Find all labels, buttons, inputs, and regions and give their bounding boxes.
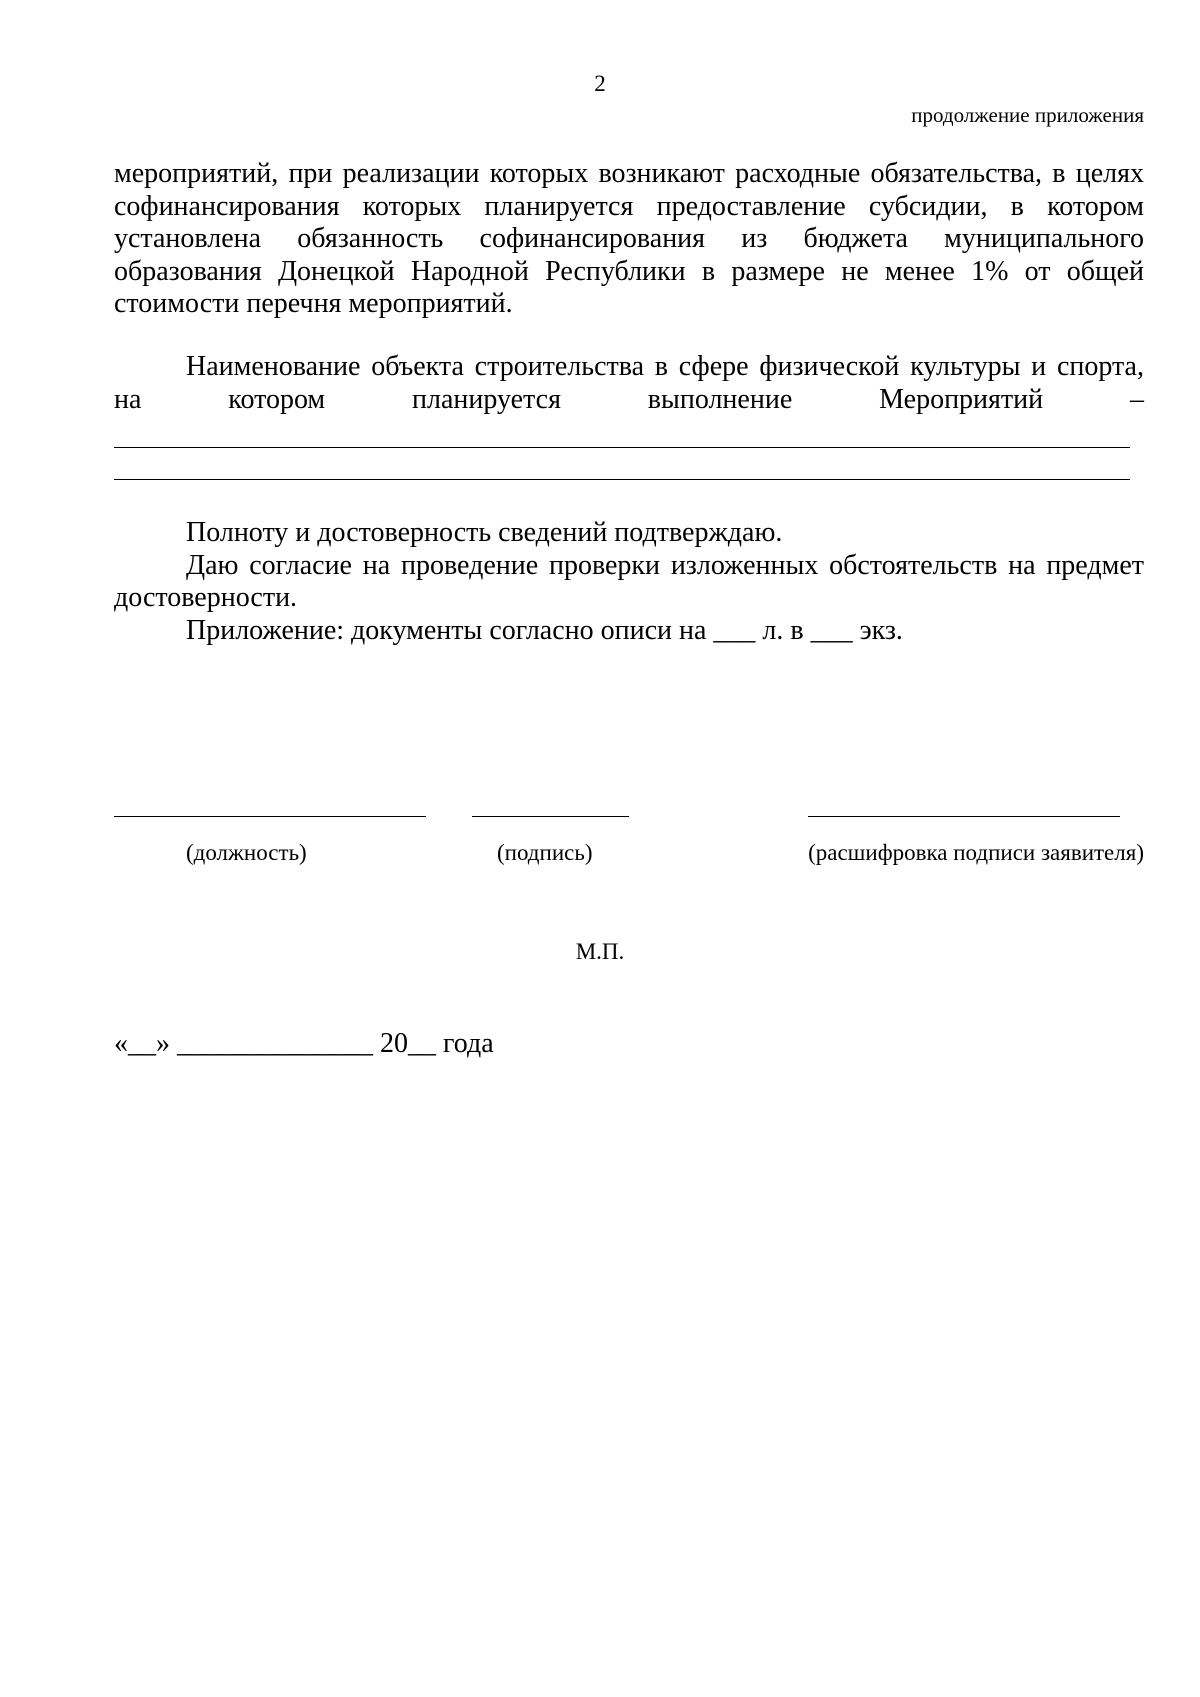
date-line: «__» ______________ 20__ года [114,1028,494,1059]
position-caption: (должность) [186,840,307,865]
page-number: 2 [594,71,606,96]
fill-in-line [114,479,1130,480]
declaration-block [114,517,1144,647]
confirmation-text: Полноту и достоверность сведений подтверждаю. [186,517,783,548]
fill-in-line [114,447,1130,448]
signature-caption: (подпись) [497,840,593,865]
continuation-label: продолжение приложения [911,103,1144,127]
decoding-signature-line [808,816,1120,817]
paragraph-activities: мероприятий, при реализации которых возникают расходные обязательства, в целях софинансирования которых планируется предоставление субсидии, в котором установлена обязанность софинансирования из бюджета муниципального образования Донецкой Народной Республики в размере не менее 1% от общей стоимости перечня мероприятий. [114,158,1144,319]
signature-line [472,816,629,817]
decoding-caption: (расшифровка подписи заявителя) [808,840,1144,865]
stamp-mark: М.П. [575,939,625,964]
consent-text: Даю согласие на проведение проверки изложенных обстоятельств на предмет достоверности. [114,549,1144,613]
paragraph-object-name: Наименование объекта строительства в сфере физической культуры и спорта, на котором планируется выполнение Мероприятий – [114,351,1144,415]
position-signature-line [114,816,426,817]
attachment-text: Приложение: документы согласно описи на ___ л. в ___ экз. [186,614,903,646]
